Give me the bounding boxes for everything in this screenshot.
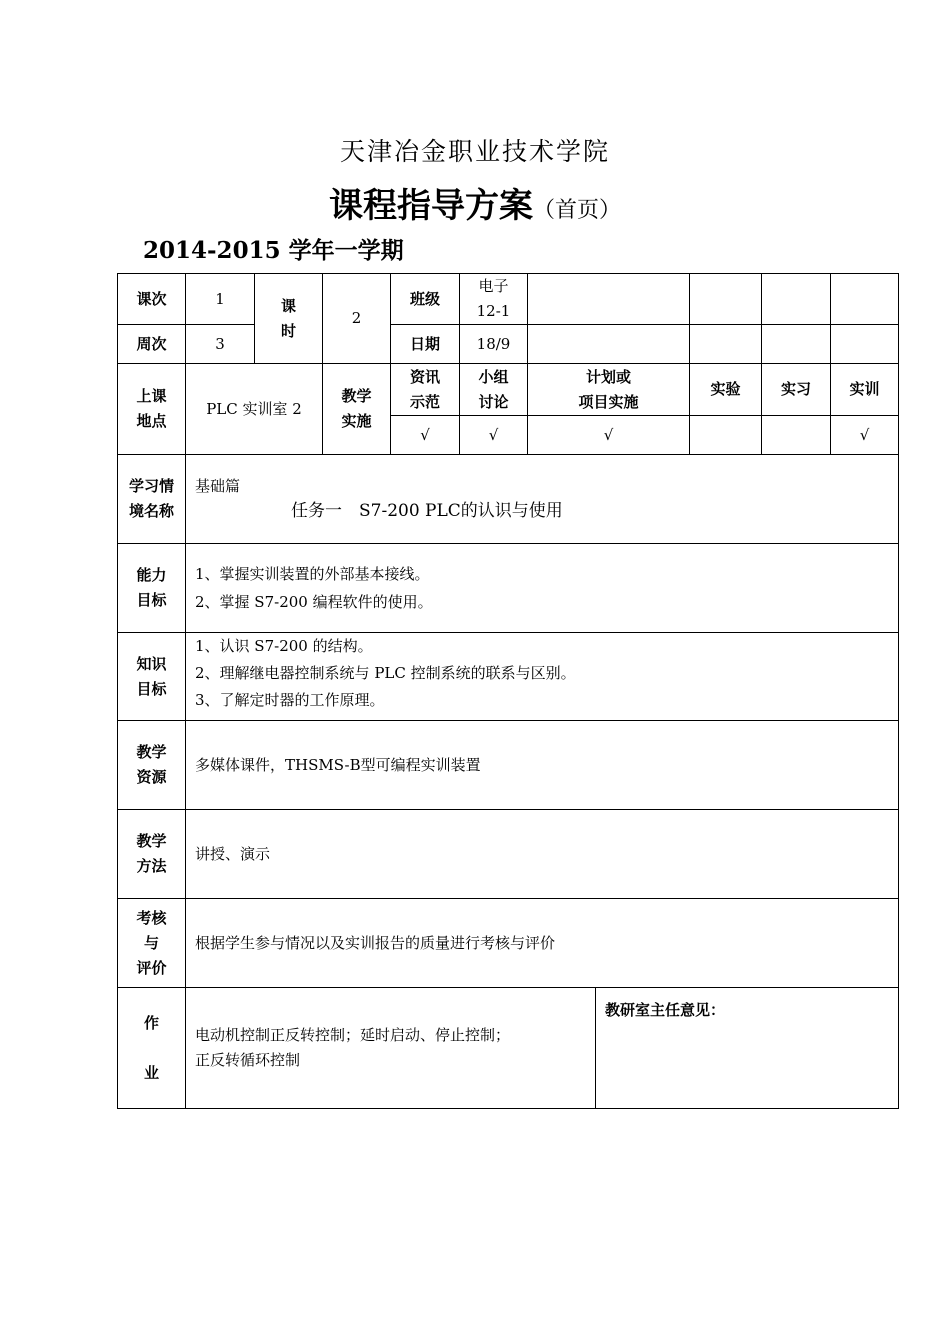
hours-value: 2 [323,274,391,364]
date-value: 18/9 [460,325,528,364]
homework-line: 电动机控制正反转控制；延时启动、停止控制； [195,1026,511,1044]
check-mark-group: √ [460,416,528,455]
document-title-sub: （首页） [532,198,621,223]
lesson-label: 课次 [118,274,186,325]
ability-line: 1、掌握实训装置的外部基本接线。 [195,565,430,583]
method-label-internship: 实习 [762,364,831,416]
academic-term: 2014-2015 学年一学期 [143,237,404,264]
class-value: 电子 12-1 [460,274,528,325]
empty-cell [690,325,762,364]
homework-line: 正反转循环控制 [195,1051,301,1069]
empty-cell [831,325,899,364]
empty-cell [831,274,899,325]
ability-line: 2、掌握 S7-200 编程软件的使用。 [195,593,433,611]
knowledge-line: 1、认识 S7-200 的结构。 [195,637,373,655]
check-mark-internship [762,416,831,455]
knowledge-line: 2、理解继电器控制系统与 PLC 控制系统的联系与区别。 [195,664,576,682]
check-mark-project: √ [528,416,690,455]
teaching-method-label: 教学 方法 [118,810,186,899]
empty-cell [528,325,690,364]
teaching-method-content: 讲授、演示 [186,810,899,899]
situation-content [186,455,899,544]
situation-category: 基础篇 [195,477,241,495]
check-mark-demo: √ [391,416,460,455]
course-plan-table [117,273,899,1109]
knowledge-content [186,633,899,721]
resource-label: 教学 资源 [118,721,186,810]
empty-cell [762,274,831,325]
document-title-main: 课程指导方案 [328,186,533,226]
homework-label: 作 业 [118,988,186,1109]
location-label: 上课 地点 [118,364,186,455]
lesson-value: 1 [186,274,255,325]
class-label: 班级 [391,274,460,325]
assessment-label: 考核 与 评价 [118,899,186,988]
method-label-experiment: 实验 [690,364,762,416]
implementation-label: 教学 实施 [323,364,391,455]
location-value: PLC 实训室 2 [186,364,323,455]
week-value: 3 [186,325,255,364]
situation-label: 学习情 境名称 [118,455,186,544]
director-opinion: 教研室主任意见： [596,988,899,1109]
empty-cell [528,274,690,325]
document-title [0,178,950,227]
empty-cell [762,325,831,364]
resource-content: 多媒体课件，THSMS-B型可编程实训装置 [186,721,899,810]
check-mark-experiment [690,416,762,455]
school-name: 天津冶金职业技术学院 [339,137,610,166]
knowledge-line: 3、了解定时器的工作原理。 [195,691,385,709]
knowledge-label: 知识 目标 [118,633,186,721]
ability-content [186,544,899,633]
method-label-group: 小组 讨论 [460,364,528,416]
ability-label: 能力 目标 [118,544,186,633]
date-label: 日期 [391,325,460,364]
assessment-content: 根据学生参与情况以及实训报告的质量进行考核与评价 [186,899,899,988]
situation-task: 任务一 S7-200 PLC的认识与使用 [291,501,563,521]
week-label: 周次 [118,325,186,364]
empty-cell [690,274,762,325]
hours-label: 课 时 [255,274,323,364]
homework-content [186,988,596,1109]
check-mark-training: √ [831,416,899,455]
method-label-training: 实训 [831,364,899,416]
method-label-project: 计划或 项目实施 [528,364,690,416]
method-label-demo: 资讯 示范 [391,364,460,416]
